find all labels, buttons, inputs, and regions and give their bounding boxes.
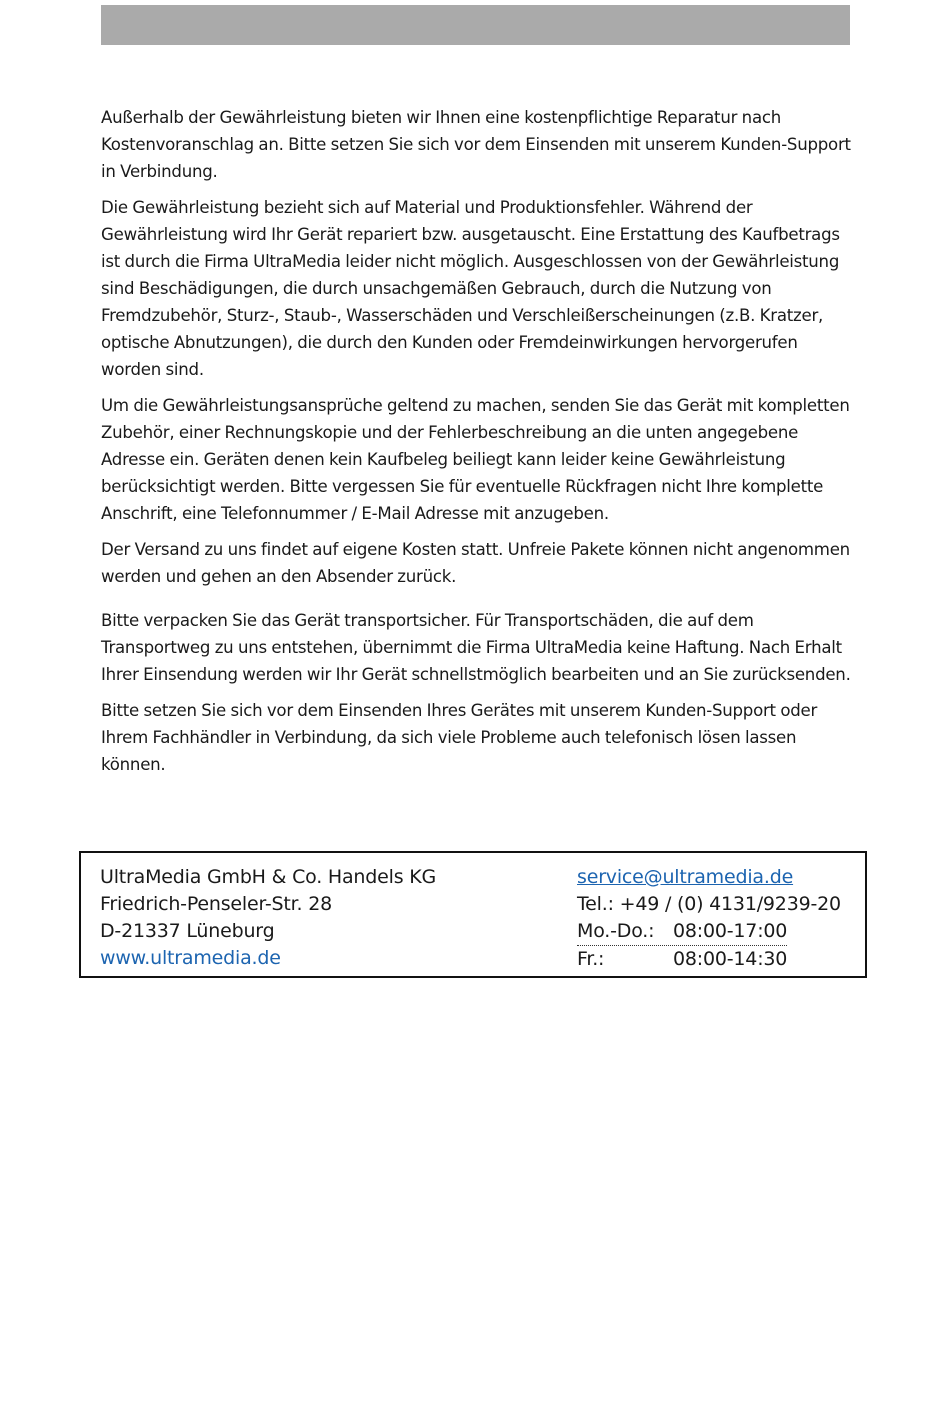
header-bar — [101, 5, 850, 45]
street-address: Friedrich-Penseler-Str. 28 — [100, 893, 332, 915]
paragraph-warranty-scope: Die Gewährleistung bezieht sich auf Material und Produktionsfehler. Während der Gewährleistung wird Ihr Gerät repariert bzw. ausgetauscht. Eine Erstattung des Kaufbetrags ist durch die Firma UltraMedia leider nicht möglich. Ausgeschlossen von der Gewährleistung sind Beschädigungen, die durch unsachgemäßen Gebrauch, durch die Nutzung von Fremdzubehör, Sturz-, Staub-, Wasserschäden und Verschleißerscheinungen (z.B. Kratzer, optische Abnutzungen), die durch den Kunden oder Fremdeinwirkungen hervorgerufen worden sind. — [101, 198, 840, 379]
city-address: D-21337 Lüneburg — [100, 920, 275, 942]
website-link[interactable]: www.ultramedia.de — [100, 947, 281, 969]
paragraph-packaging: Bitte verpacken Sie das Gerät transportsicher. Für Transportschäden, die auf dem Transportweg zu uns entstehen, übernimmt die Firma UltraMedia keine Haftung. Nach Erhalt Ihrer Einsendung werden wir Ihr Gerät schnellstmöglich bearbeiten und an Sie zurücksenden. — [101, 611, 851, 684]
paragraph-support-contact: Bitte setzen Sie sich vor dem Einsenden Ihres Gerätes mit unserem Kunden-Support oder Ihrem Fachhändler in Verbindung, da sich viele Probleme auch telefonisch lösen lassen können. — [101, 701, 818, 774]
paragraph-shipping-cost: Der Versand zu uns findet auf eigene Kosten statt. Unfreie Pakete können nicht angenommen werden und gehen an den Absender zurück. — [101, 540, 850, 586]
hours-time-weekdays: 08:00-17:00 — [673, 920, 788, 942]
email-link[interactable]: service@ultramedia.de — [577, 866, 794, 888]
warranty-text — [101, 104, 853, 787]
contact-box — [79, 851, 867, 978]
hours-days-weekdays: Mo.-Do.: — [577, 920, 655, 942]
hours-time-friday: 08:00-14:30 — [673, 948, 788, 970]
hours-days-friday: Fr.: — [577, 948, 605, 970]
paragraph-repair: Außerhalb der Gewährleistung bieten wir Ihnen eine kostenpflichtige Reparatur nach Kostenvoranschlag an. Bitte setzen Sie sich vor dem Einsenden mit unserem Kunden-Support in Verbindung. — [101, 108, 851, 181]
phone-number: Tel.: +49 / (0) 4131/9239-20 — [577, 893, 841, 915]
paragraph-claim-process: Um die Gewährleistungsansprüche geltend zu machen, senden Sie das Gerät mit kompletten Zubehör, einer Rechnungskopie und der Fehlerbeschreibung an die unten angegebene Adresse ein. Geräten denen kein Kaufbeleg beiliegt kann leider keine Gewährleistung berücksichtigt werden. Bitte vergessen Sie für eventuelle Rückfragen nicht Ihre komplette Anschrift, eine Telefonnummer / E-Mail Adresse mit anzugeben. — [101, 396, 850, 523]
hours-row-weekdays — [577, 918, 787, 946]
hours-row-friday — [577, 946, 841, 973]
company-name: UltraMedia GmbH & Co. Handels KG — [100, 866, 437, 888]
support-block — [577, 864, 841, 973]
address-block — [100, 864, 436, 972]
